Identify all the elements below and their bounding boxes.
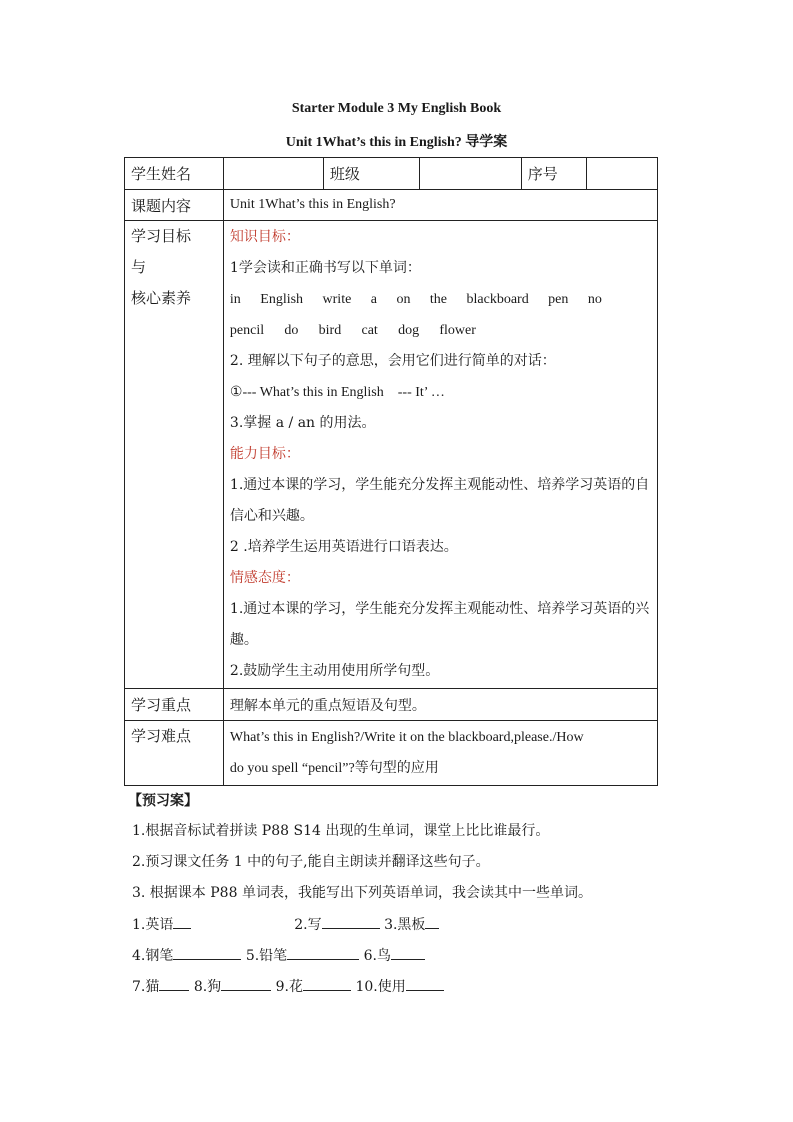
vocab-line-2	[230, 315, 476, 346]
key-points-row	[125, 689, 658, 721]
emotion-heading: 情感态度：	[229, 570, 300, 586]
vocab-word: a	[370, 292, 377, 307]
knowledge-item-3: 3.掌握 a / an 的用法。	[229, 415, 376, 431]
fill-blank[interactable]	[322, 912, 380, 929]
objectives-label-line: 学习目标	[131, 227, 192, 245]
fill-blank[interactable]	[287, 943, 359, 960]
difficulties-line-1: What’s this in English?/Write it on the blackboard,please./How	[229, 730, 584, 745]
fill-blank[interactable]	[173, 912, 191, 929]
emotion-item-2: 2.鼓励学生主动用使用所学句型。	[229, 663, 440, 679]
difficulties-line-2: do you spell “pencil”?等句型的应用	[229, 761, 439, 776]
fill-blank[interactable]	[391, 943, 425, 960]
fill-label: 8.狗	[193, 979, 222, 995]
class-field[interactable]	[419, 158, 521, 190]
knowledge-example: ①--- What’s this in English --- It’ …	[229, 385, 445, 400]
ability-item-2: 2 .培养学生运用英语进行口语表达。	[229, 539, 458, 555]
title-line-1: Starter Module 3 My English Book	[291, 101, 502, 116]
seq-label: 序号	[521, 158, 587, 190]
vocab-fill-line-3	[132, 972, 444, 1003]
preview-item-1: 1.根据音标试着拼读 P88 S14 出现的生单词，课堂上比比谁最行。	[132, 823, 550, 839]
student-info-row	[125, 158, 658, 190]
preview-item-3: 3. 根据课本 P88 单词表，我能写出下列英语单词，我会读其中一些单词。	[132, 885, 592, 901]
fill-blank[interactable]	[159, 974, 189, 991]
vocab-word: cat	[361, 323, 378, 338]
fill-label: 10.使用	[355, 979, 406, 995]
title-line-2: Unit 1What’s this in English? 导学案	[285, 135, 508, 150]
vocab-fill-line-2	[132, 941, 425, 972]
fill-label: 9.花	[275, 979, 303, 995]
vocab-word: blackboard	[466, 292, 529, 307]
vocab-word: write	[322, 292, 352, 307]
student-name-label: 学生姓名	[125, 158, 224, 190]
difficulties-label: 学习难点	[125, 721, 224, 786]
difficulties-value	[223, 721, 657, 786]
objectives-row	[125, 221, 658, 689]
topic-value: Unit 1What’s this in English?	[223, 190, 657, 221]
fill-label: 5.铅笔	[245, 948, 288, 964]
objectives-content	[223, 221, 657, 689]
difficulties-row	[125, 721, 658, 786]
vocab-fill-line-1	[132, 910, 439, 941]
fill-label: 4.钢笔	[132, 948, 174, 964]
preview-heading: 【预习案】	[128, 793, 198, 809]
vocab-word: flower	[439, 323, 476, 338]
topic-label: 课题内容	[125, 190, 224, 221]
fill-blank[interactable]	[173, 943, 241, 960]
objectives-label-line: 核心素养	[131, 289, 192, 307]
seq-field[interactable]	[587, 158, 658, 190]
vocab-word: pen	[548, 292, 569, 307]
key-points-value: 理解本单元的重点短语及句型。	[223, 689, 657, 721]
knowledge-heading: 知识目标：	[229, 229, 300, 245]
fill-label: 7.猫	[132, 979, 160, 995]
vocab-word: dog	[398, 323, 420, 338]
vocab-word: on	[396, 292, 411, 307]
ability-item-1: 1.通过本课的学习，学生能充分发挥主观能动性、培养学习英语的自信心和兴趣。	[229, 477, 650, 524]
key-points-label: 学习重点	[125, 689, 224, 721]
student-name-field[interactable]	[223, 158, 323, 190]
vocab-word: pencil	[229, 323, 265, 338]
study-guide-table	[124, 157, 658, 786]
fill-label: 1.英语	[132, 917, 174, 933]
ability-heading: 能力目标：	[229, 446, 300, 462]
vocab-word: English	[260, 292, 304, 307]
vocab-word: no	[587, 292, 602, 307]
vocab-line-1	[230, 284, 602, 315]
vocab-word: bird	[318, 323, 342, 338]
preview-item-2: 2.预习课文任务 1 中的句子,能自主朗读并翻译这些句子。	[132, 854, 490, 870]
emotion-item-1: 1.通过本课的学习，学生能充分发挥主观能动性、培养学习英语的兴趣。	[229, 601, 650, 648]
fill-blank[interactable]	[425, 912, 439, 929]
vocab-word: do	[284, 323, 299, 338]
class-label: 班级	[323, 158, 419, 190]
fill-label: 6.鸟	[363, 948, 391, 964]
objectives-label	[125, 221, 224, 689]
fill-label: 2.写	[294, 917, 322, 933]
fill-blank[interactable]	[303, 974, 351, 991]
fill-blank[interactable]	[221, 974, 271, 991]
objectives-label-line: 与	[131, 258, 147, 276]
fill-label: 3.黑板	[384, 917, 426, 933]
vocab-word: the	[429, 292, 448, 307]
vocab-word: in	[229, 292, 241, 307]
fill-blank[interactable]	[406, 974, 444, 991]
topic-row	[125, 190, 658, 221]
knowledge-item-1: 1学会读和正确书写以下单词：	[229, 260, 421, 276]
knowledge-item-2: 2. 理解以下句子的意思，会用它们进行简单的对话：	[229, 353, 556, 369]
